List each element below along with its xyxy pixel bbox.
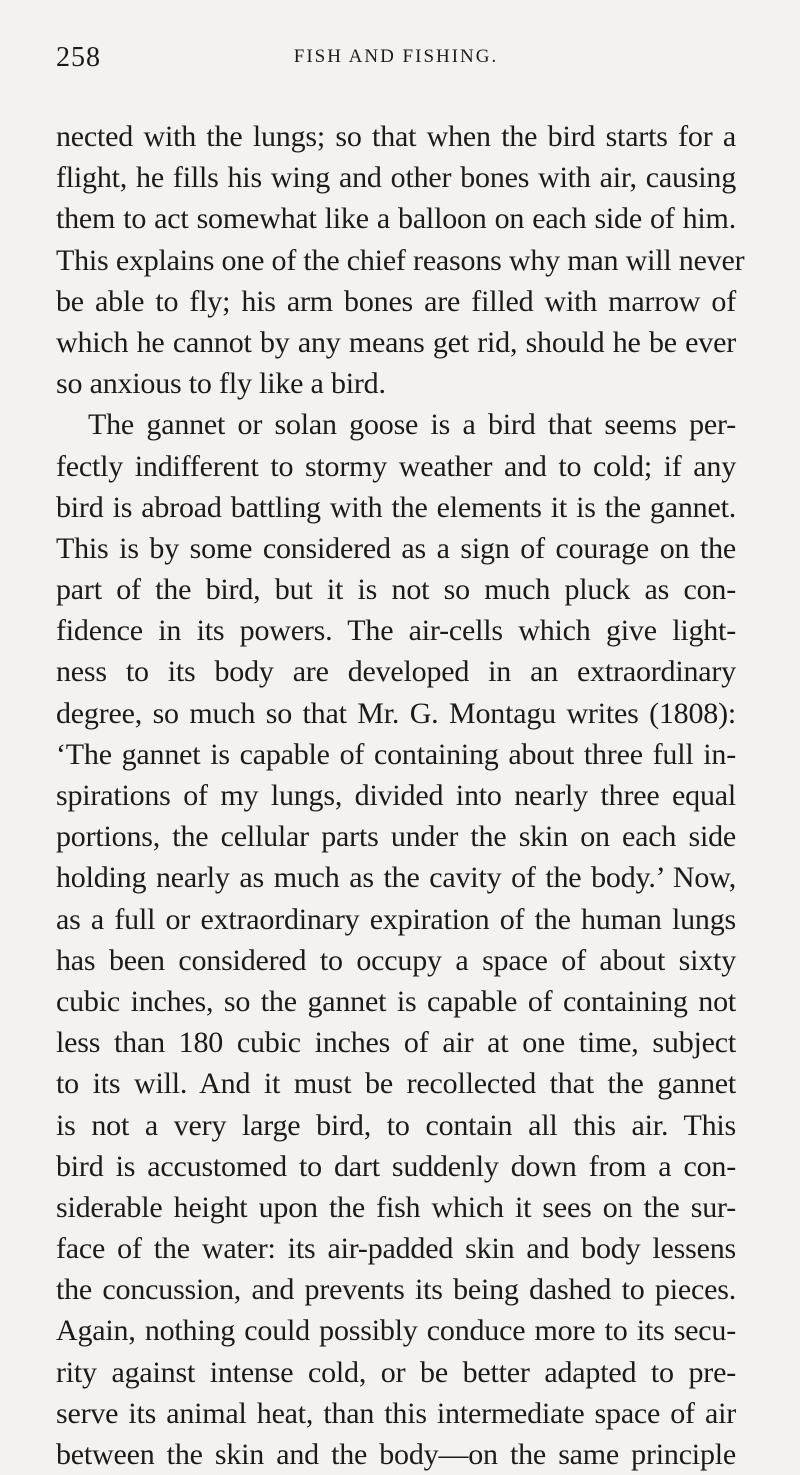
text-line: serve its animal heat, than this intermediate space of air: [56, 1396, 736, 1430]
text-line: as a full or extraordinary expiration of the human lungs: [56, 902, 736, 936]
page-header: [56, 42, 736, 82]
text-line: cubic inches, so the gannet is capable of containing not: [56, 984, 736, 1018]
text-line: is not a very large bird, to contain all this air. This: [56, 1108, 736, 1142]
text-line: This is by some considered as a sign of courage on the: [56, 531, 736, 565]
text-line: siderable height upon the fish which it sees on the sur-: [56, 1190, 736, 1224]
page-number: 258: [56, 42, 101, 73]
text-line: rity against intense cold, or be better adapted to pre-: [56, 1355, 736, 1389]
text-line: Again, nothing could possibly conduce more to its secu-: [56, 1314, 736, 1348]
text-line: bird is accustomed to dart suddenly down from a con-: [56, 1149, 736, 1183]
text-line: bird is abroad battling with the elements it is the gannet.: [56, 490, 736, 524]
text-line: them to act somewhat like a balloon on each side of him.: [56, 202, 736, 236]
text-line: This explains one of the chief reasons why man will never: [56, 243, 745, 277]
text-line: part of the bird, but it is not so much pluck as con-: [56, 573, 736, 607]
paragraph-start-line: The gannet or solan goose is a bird that seems per-: [88, 408, 736, 442]
text-line: fidence in its powers. The air-cells which give light-: [56, 614, 736, 648]
text-line: less than 180 cubic inches of air at one time, subject: [56, 1026, 736, 1060]
running-head: FISH AND FISHING.: [293, 46, 499, 67]
text-line: holding nearly as much as the cavity of the body.’ Now,: [56, 861, 736, 895]
text-line: nected with the lungs; so that when the bird starts for a: [56, 120, 736, 153]
text-line: between the skin and the body—on the same principle: [56, 1438, 736, 1471]
text-line: ness to its body are developed in an extraordinary: [56, 655, 736, 689]
text-line: which he cannot by any means get rid, should he be ever: [56, 325, 736, 359]
text-line: face of the water: its air-padded skin and body lessens: [56, 1232, 736, 1266]
text-line: ‘The gannet is capable of containing about three full in-: [56, 737, 736, 771]
body-text: [56, 116, 745, 1475]
text-line: so anxious to fly like a bird.: [56, 367, 386, 401]
text-line: to its will. And it must be recollected that the gannet: [56, 1067, 736, 1101]
text-line: portions, the cellular parts under the skin on each side: [56, 820, 736, 854]
text-line: be able to fly; his arm bones are filled with marrow of: [56, 284, 736, 318]
text-line: spirations of my lungs, divided into nearly three equal: [56, 779, 736, 812]
text-line: fectly indifferent to stormy weather and to cold; if any: [56, 449, 736, 483]
text-line: flight, he fills his wing and other bones with air, causing: [56, 161, 736, 195]
text-line: degree, so much so that Mr. G. Montagu writes (1808):: [56, 696, 736, 730]
text-line: the concussion, and prevents its being dashed to pieces.: [56, 1273, 736, 1307]
text-line: has been considered to occupy a space of about sixty: [56, 943, 736, 977]
